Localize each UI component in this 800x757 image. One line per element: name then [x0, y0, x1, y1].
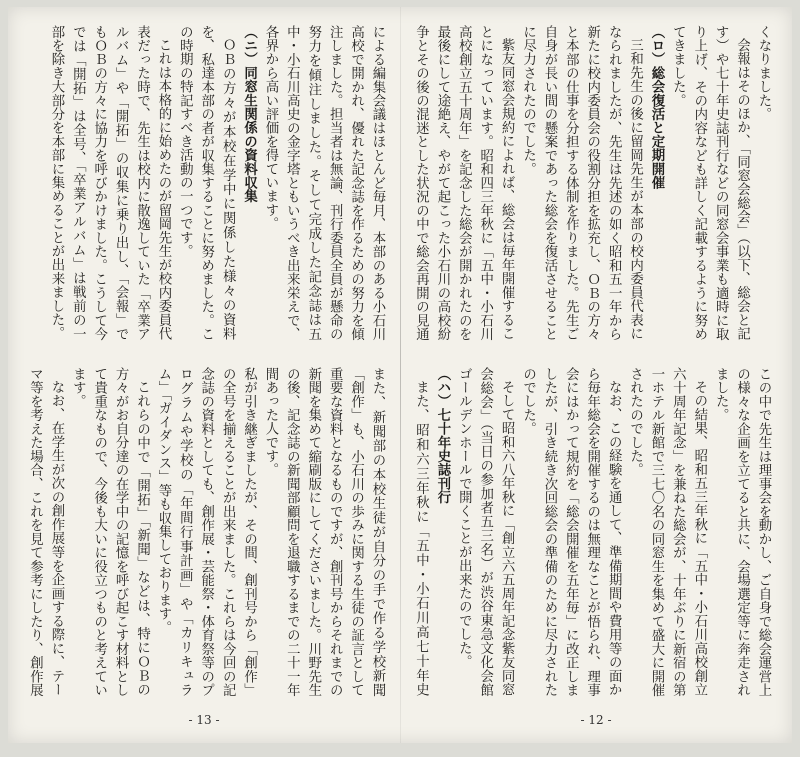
section-heading: （ニ）同窓生関係の資料収集 [241, 25, 258, 204]
right-page [400, 7, 792, 743]
paragraph: ＯＢの方々が本校在学中に関係した様々の資料を、私達本部の者が収集することに努めました。この時期の特記すべき活動の一つです。 [177, 25, 236, 341]
left-page [8, 7, 400, 743]
paragraph: による編集会議はほとんど毎月、本部のある小石川高校で開かれ、優れた記念誌を作るための努力を傾注しました。担当者は無論、刊行委員全員が懸命の努力を傾注しました。そして完成した記念誌は五中・小石川高史の金字塔ともいうべき出来栄えで、各界から高い評価を得ています。 [262, 25, 385, 341]
page-number-left: - 13 - [188, 713, 220, 727]
paragraph: これは本格的に始めたのが留岡先生が校内委員代表だった時で、先生は校内に散逸していた「卒業アルバム」や「開拓」の収集に乗り出し、「会報」でもＯＢの方々に協力を呼びかけました。こうして今では「開拓」は全号、「卒業アルバム」は戦前の一部を除き大部分を本部に集めることが出来ました。 [48, 25, 171, 341]
right-lower-text [412, 367, 774, 697]
section-heading: （ハ）七十年史誌刊行 [434, 367, 451, 504]
paragraph: この中で先生は理事会を動かし、ご自身で総会運営上の様々な企画を立てると共に、会場選定等に奔走されました。 [713, 367, 771, 697]
paragraph: 三和先生の後に留岡先生が本部の校内委員代表になられましたが、先生は先述の如く昭和五一年から新たに校内委員会の役割分担を拡充し、ＯＢの方々と本部の仕事を分担する体制を作りました。先生ご自身が長い間の懸案であった総会を復活させることに尽力されたのでした。 [520, 25, 643, 341]
right-upper-text [412, 25, 774, 341]
paragraph: 紫友同窓会規約によれば、総会は毎年開催することになっています。昭和四三年秋に「五中・小石川高校創立五十周年」を記念した総会が開かれたのを最後にして途絶え、やがて起こった小石川の高校紛争とその後の混迷とした状況の中で総会再開の見通 [413, 25, 515, 341]
section-heading: （ロ）総会復活と定期開催 [648, 25, 665, 190]
paragraph: また、新聞部の本校生徒が自分の手で作る学校新聞「創作」も、小石川の歩みに関する生徒の証言として重要な資料となるものですが、創刊号からそれまでの新聞を集めて縮刷版にしてくださいました。川野先生の後、記念誌の新聞部顧問を退職するまでの二十一年間あった人です。 [262, 367, 385, 697]
left-lower-text [26, 367, 388, 697]
page-number-right: - 12 - [580, 713, 612, 727]
paragraph: くなりました。 [756, 25, 771, 121]
book-spread [8, 7, 792, 743]
paragraph: また、昭和六三年秋に「五中・小石川高七十年史 [413, 380, 429, 697]
paragraph: 私が引き継ぎましたが、その間、創刊号から「創作」の全号を揃えることが出来ました。これらは今回の記念誌の資料としても、創作展・芸能祭・体育祭等のプログラムや学校の「年間行事計画」や「カリキュラム」「ガイダンス」等も収集しております。 [155, 367, 257, 697]
paragraph: なお、この経験を通して、準備期間や費用等の面から毎年総会を開催するのは無理なことが悟られ、理事会にはかって規約を「総会開催を五年毎」に改正しましたが、引き続き次回総会の準備のために尽力されたのでした。 [520, 367, 622, 697]
paragraph: そして昭和六八年秋に「創立六五周年記念紫友同窓会総会」（当日の参加者五三名）が渋谷東急文化会館ゴールデンホールで開くことが出来たのでした。 [456, 367, 515, 697]
left-upper-text [26, 25, 388, 341]
paragraph: 会報はそのほか、「同窓会総会」（以下、総会と記す）や七十年史誌刊行などの同窓会事業も適時に取り上げ、その内容なども詳しく記載するように努めてきました。 [670, 25, 750, 341]
paragraph: これらの中で「開拓」「新聞」などは、特にＯＢの方々がお自分達の在学中の記憶を呼び起こす材料として貴重なもので、今後も大いに役立つものと考えています。 [70, 367, 150, 697]
paragraph: なお、在学生が次の創作展等を企画する際に、テーマ等を考えた場合、これを見て参考にしたり、創作展 [27, 367, 64, 697]
paragraph: その結果、昭和五三年秋に「五中・小石川高校創立六十周年記念」を兼ねた総会が、十年ぶりに新宿の第一ホテル新館で三七〇名の同窓生を集めて盛大に開催されたのでした。 [627, 367, 707, 697]
